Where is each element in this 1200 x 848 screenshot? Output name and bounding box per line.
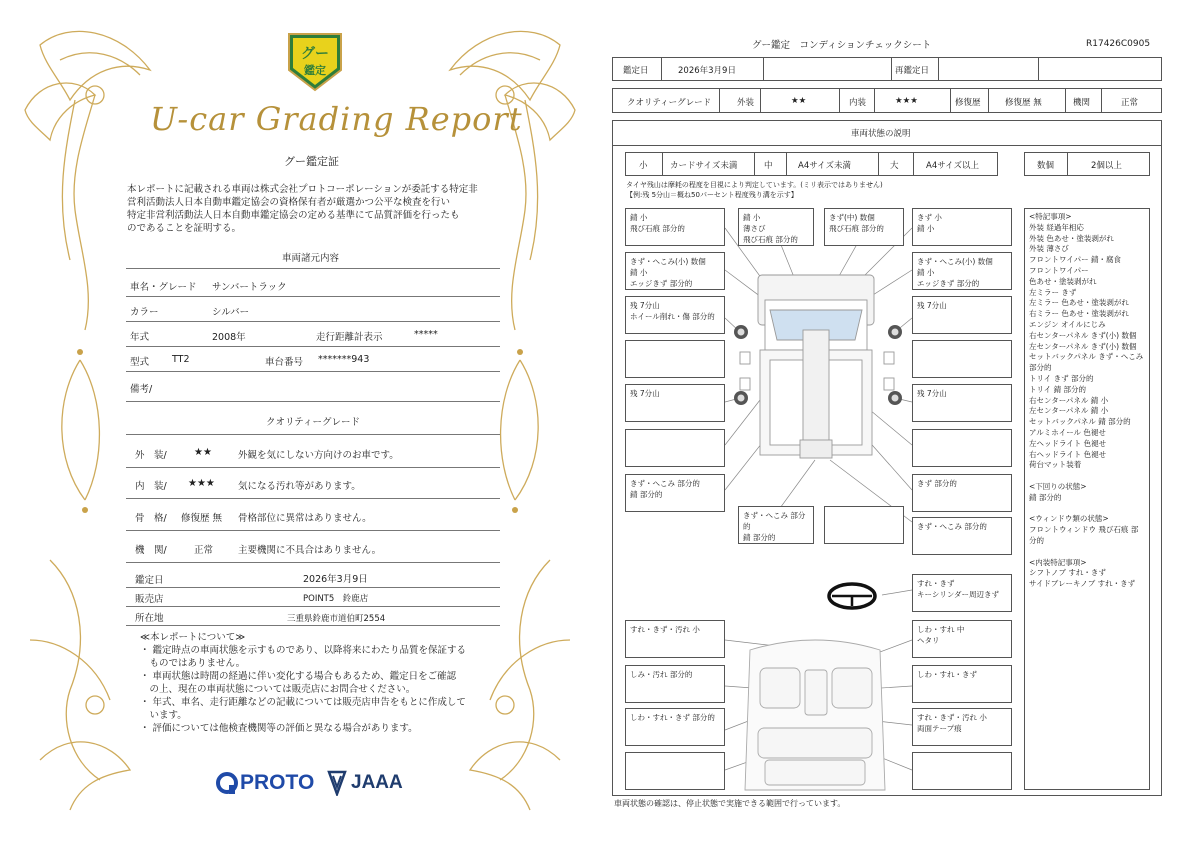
intro-line: 営利活動法人日本自動車鑑定協会の資格保有者が厳選かつ公平な検査を行い <box>127 197 451 208</box>
remarks-label: 備考/ <box>130 384 153 395</box>
condition-note: 残 7分山 <box>912 384 1012 422</box>
exterior-desc: 外観を気にしない方向けのお車です。 <box>238 450 399 461</box>
name-label: 車名・グレード <box>130 282 197 293</box>
special-note-line <box>1029 547 1145 558</box>
count-label: 数個 <box>1037 161 1055 171</box>
name-value: サンバートラック <box>212 282 287 293</box>
repair-value: 修復歴 無 <box>1005 98 1042 108</box>
repair-label: 修復歴 <box>955 98 981 108</box>
special-note-line: エンジン オイルにじみ <box>1029 319 1106 329</box>
special-notes-box <box>1024 208 1150 790</box>
condition-note: すれ・きず・汚れ 小 両面テープ痕 <box>912 708 1012 746</box>
jaaa-logo <box>327 770 403 796</box>
int-label: 内装 <box>849 98 867 108</box>
special-note-line: <下回りの状態> <box>1029 481 1087 491</box>
engine-desc: 主要機関に不具合はありません。 <box>238 545 382 556</box>
size-small-desc: カードサイズ未満 <box>670 161 738 171</box>
divider <box>126 371 500 372</box>
condition-note: きず・へこみ 部分的 錆 部分的 <box>738 506 814 544</box>
sheet-title: グー鑑定 コンディションチェックシート <box>752 40 932 51</box>
proto-mark-icon <box>216 771 238 795</box>
notes-heading: ≪本レポートについて≫ <box>140 632 246 643</box>
count-desc: 2個以上 <box>1091 161 1122 171</box>
special-note-line: 左センターパネル きず(小) 数個 <box>1029 341 1137 351</box>
special-note-line: 右ヘッドライト 色褪せ <box>1029 449 1107 459</box>
int-value: ★★★ <box>895 96 918 106</box>
exterior-label: 外 装/ <box>135 450 167 461</box>
ext-label: 外装 <box>737 98 755 108</box>
note-line: ・ 評価については他検査機関等の評価と異なる場合があります。 <box>140 723 418 734</box>
special-note-line: 左ミラー きず <box>1029 287 1077 297</box>
specs-heading: 車両諸元内容 <box>282 253 340 264</box>
quality-label: クオリティーグレード <box>627 98 712 108</box>
divider <box>126 606 500 607</box>
engine-value: 正常 <box>194 545 214 556</box>
store-label: 販売店 <box>135 594 164 605</box>
divider <box>126 587 500 588</box>
mileage-label: 走行距離計表示 <box>316 332 383 343</box>
special-note-line: <特記事項> <box>1029 212 1072 221</box>
divider <box>126 467 500 468</box>
condition-note: しわ・すれ・きず 部分的 <box>625 708 725 746</box>
note-line: ものではありません。 <box>140 658 246 669</box>
sheet-footer: 車両状態の確認は、停止状態で実施できる範囲で行っています。 <box>614 799 846 808</box>
frame-value: 修復歴 無 <box>181 513 223 524</box>
size-large: 大 <box>890 161 899 171</box>
condition-note: しわ・すれ・きず <box>912 665 1012 703</box>
special-note-line: シフトノブ すれ・きず <box>1029 568 1106 578</box>
special-note-line: 外装 薄さび <box>1029 244 1069 254</box>
note-line: ・ 車両状態は時間の経過に伴い変化する場合もあるため、鑑定日をご確認 <box>140 671 457 682</box>
special-note-line: <内装特記事項> <box>1029 557 1087 567</box>
condition-note: きず・へこみ 部分的 錆 部分的 <box>625 474 725 512</box>
goo-kantei-badge <box>285 30 345 94</box>
frame-label: 骨 格/ <box>135 513 167 524</box>
engine-label: 機関 <box>1073 98 1091 108</box>
model-label: 型式 <box>130 357 150 368</box>
divider <box>126 562 500 563</box>
divider <box>126 498 500 499</box>
condition-check-sheet <box>600 0 1200 848</box>
special-note-line: フロントワイパー 錆・腐食 <box>1029 255 1122 265</box>
condition-note: きず・へこみ(小) 数個 錆 小 エッジきず 部分的 <box>912 252 1012 290</box>
size-large-desc: A4サイズ以上 <box>926 161 980 171</box>
divider <box>126 296 500 297</box>
special-note-line: <ウィンドウ類の状態> <box>1029 514 1109 524</box>
chassis-label: 車台番号 <box>265 357 304 368</box>
color-label: カラー <box>130 307 159 318</box>
condition-note: 残 7分山 ホイール削れ・傷 部分的 <box>625 296 725 334</box>
address-label: 所在地 <box>135 613 164 624</box>
special-note-line: トリイ 錆 部分的 <box>1029 384 1087 394</box>
special-note-line: フロントウィンドウ 飛び石痕 部分的 <box>1029 525 1139 545</box>
condition-note: 残 7分山 <box>625 384 725 422</box>
quality-heading: クオリティーグレード <box>266 417 361 428</box>
date-value: 2026年3月9日 <box>678 66 736 76</box>
condition-note: きず・へこみ 部分的 <box>912 517 1012 555</box>
divider <box>126 321 500 322</box>
condition-note: きず 部分的 <box>912 474 1012 512</box>
divider <box>126 530 500 531</box>
notes-list <box>140 644 466 735</box>
condition-note <box>824 506 904 544</box>
condition-note <box>912 752 1012 790</box>
special-note-line: 錆 部分的 <box>1029 492 1062 502</box>
intro-line: 特定非営利活動法人日本自動車鑑定協会の定める基準にて品質評価を行ったも <box>127 210 460 221</box>
condition-note: きず・へこみ(小) 数個 錆 小 エッジきず 部分的 <box>625 252 725 290</box>
proto-logo <box>216 771 314 795</box>
tire-note-1: タイヤ残山は摩耗の程度を目視により判定しています。(ミリ表示ではありません) <box>626 181 883 189</box>
condition-note: 錆 小 薄さび 飛び石痕 部分的 <box>738 208 814 246</box>
year-value: 2008年 <box>212 332 246 343</box>
special-note-line: トリイ きず 部分的 <box>1029 373 1094 383</box>
condition-note: 残 7分山 <box>912 296 1012 334</box>
condition-note: きず 小 錆 小 <box>912 208 1012 246</box>
jaaa-mark-icon <box>327 770 347 796</box>
condition-note: 錆 小 飛び石痕 部分的 <box>625 208 725 246</box>
condition-note: しみ・汚れ 部分的 <box>625 665 725 703</box>
special-note-line: 左ヘッドライト 色褪せ <box>1029 438 1107 448</box>
condition-note: すれ・きず・汚れ 小 <box>625 620 725 658</box>
condition-note <box>625 752 725 790</box>
exterior-stars: ★★ <box>194 447 212 458</box>
special-note-line: 荷台マット装着 <box>1029 460 1082 470</box>
special-note-line: セットバックパネル きず・へこみ <box>1029 352 1144 362</box>
divider <box>126 401 500 402</box>
date-value: 2026年3月9日 <box>303 574 368 585</box>
special-note-line: 部分的 <box>1029 363 1052 373</box>
condition-note: しわ・すれ 中 ヘタリ <box>912 620 1012 658</box>
address-value: 三重県鈴鹿市道伯町2554 <box>287 614 386 624</box>
interior-label: 内 装/ <box>135 481 167 492</box>
divider <box>126 268 500 269</box>
special-note-line: フロントワイパー <box>1029 265 1089 275</box>
size-small: 小 <box>639 161 648 171</box>
divider <box>126 346 500 347</box>
sheet-code: R17426C0905 <box>1086 39 1151 49</box>
divider <box>126 434 500 435</box>
date-label: 鑑定日 <box>135 575 164 586</box>
special-note-line: 右ミラー 色あせ・塗装剥がれ <box>1029 309 1129 319</box>
note-line: の上、現在の車両状態については販売店にお問合せください。 <box>140 684 416 695</box>
engine-label: 機 関/ <box>135 545 167 556</box>
special-note-line: 右センターパネル 錆 小 <box>1029 395 1109 405</box>
color-value: シルバー <box>212 307 250 318</box>
special-note-line: アルミホイール 色褪せ <box>1029 427 1106 437</box>
condition-heading: 車両状態の説明 <box>851 129 911 139</box>
note-line: ・ 年式、車名、走行距離などの記載については販売店申告をもとに作成して <box>140 697 466 708</box>
condition-note: すれ・きず キーシリンダー周辺きず <box>912 574 1012 612</box>
frame-desc: 骨格部位に異常はありません。 <box>238 513 372 524</box>
special-note-line <box>1029 471 1145 482</box>
year-label: 年式 <box>130 332 150 343</box>
report-script-title: U-car Grading Report <box>150 100 523 138</box>
store-value: POINT5 鈴鹿店 <box>303 594 369 604</box>
engine-value: 正常 <box>1121 98 1139 108</box>
special-note-line: 左ミラー 色あせ・塗装剥がれ <box>1029 298 1129 308</box>
chassis-value: *******943 <box>318 354 370 365</box>
special-note-line: 外装 経過年相応 <box>1029 222 1084 232</box>
special-note-line: 色あせ・塗装剥がれ <box>1029 276 1097 286</box>
certificate-subtitle: グー鑑定証 <box>284 155 339 168</box>
jaaa-logo-text: JAAA <box>351 772 403 793</box>
redate-label: 再鑑定日 <box>895 66 930 76</box>
note-line: います。 <box>140 710 187 721</box>
condition-note <box>625 429 725 467</box>
ext-value: ★★ <box>791 96 807 106</box>
interior-stars: ★★★ <box>188 478 215 489</box>
condition-note <box>625 340 725 378</box>
condition-note: きず(中) 数個 飛び石痕 部分的 <box>824 208 904 246</box>
special-note-line: 右センターパネル きず(小) 数個 <box>1029 330 1137 340</box>
divider <box>126 625 500 626</box>
special-note-line: 左センターパネル 錆 小 <box>1029 406 1109 416</box>
interior-desc: 気になる汚れ等があります。 <box>238 481 361 492</box>
svg-text:鑑定: 鑑定 <box>304 64 326 77</box>
special-note-line: セットバックパネル 錆 部分的 <box>1029 417 1131 427</box>
model-value: TT2 <box>172 354 190 365</box>
proto-logo-text: PROTO <box>240 771 315 794</box>
intro-line: のであることを証明する。 <box>127 223 242 234</box>
svg-text:グー: グー <box>301 46 329 62</box>
mileage-value: ***** <box>414 329 438 340</box>
condition-note <box>912 340 1012 378</box>
special-note-line: 外装 色あせ・塗装剥がれ <box>1029 233 1114 243</box>
condition-note <box>912 429 1012 467</box>
special-note-line: サイドブレーキノブ すれ・きず <box>1029 579 1136 589</box>
size-mid-desc: A4サイズ未満 <box>798 161 852 171</box>
certificate-intro <box>127 183 478 235</box>
special-note-line <box>1029 504 1145 515</box>
date-label: 鑑定日 <box>623 66 649 76</box>
intro-line: 本レポートに記載される車両は株式会社プロトコーポレーションが委託する特定非 <box>127 184 478 195</box>
note-line: ・ 鑑定時点の車両状態を示すものであり、以降将来にわたり品質を保証する <box>140 645 467 656</box>
size-mid: 中 <box>764 161 773 171</box>
tire-note-2: 【例:残 5分山＝概ね50パーセント程度残り溝を示す】 <box>626 191 798 199</box>
